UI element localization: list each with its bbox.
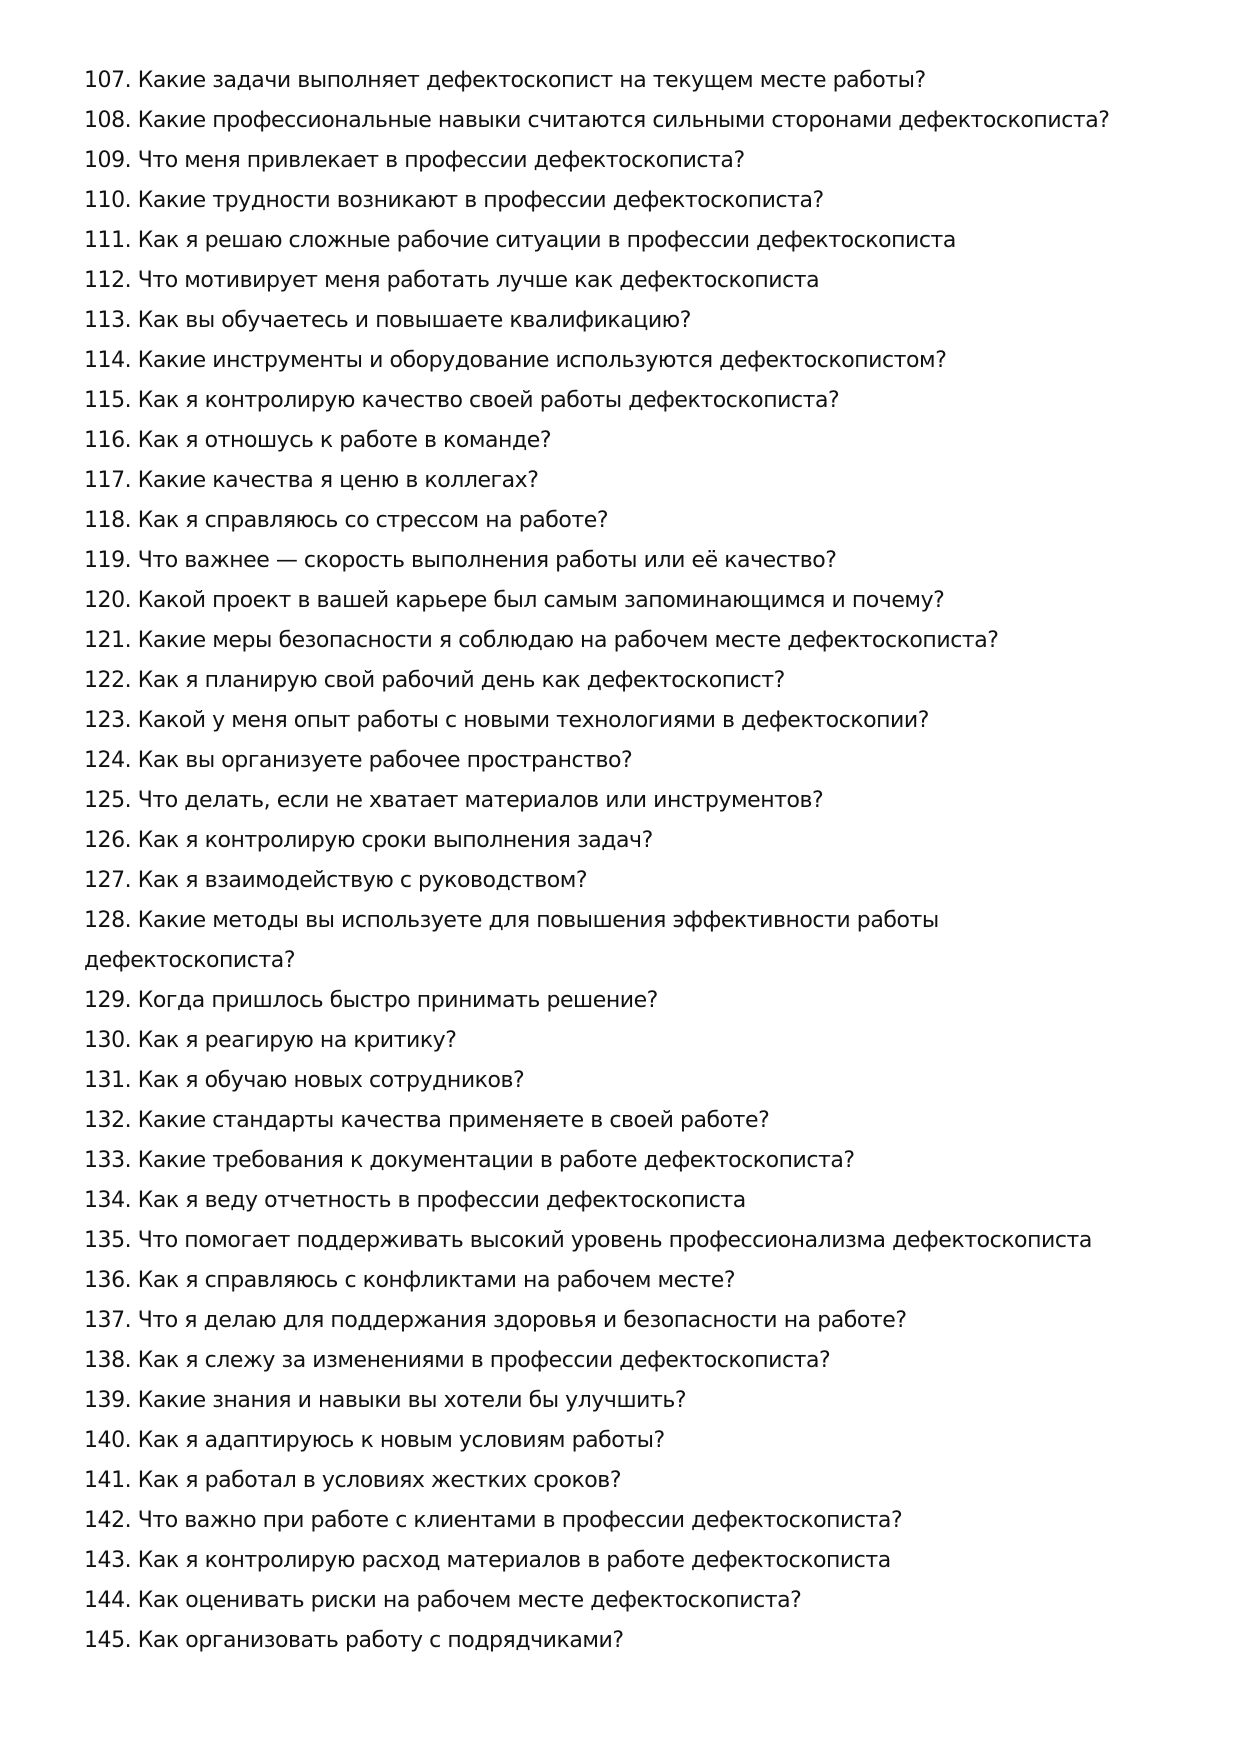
question-line: 115. Как я контролирую качество своей работы дефектоскописта? (84, 388, 840, 413)
question-line: 112. Что мотивирует меня работать лучше как дефектоскописта (84, 268, 820, 293)
question-line: 122. Как я планирую свой рабочий день как дефектоскопист? (84, 668, 785, 693)
question-line: 120. Какой проект в вашей карьере был самым запоминающимся и почему? (84, 588, 945, 613)
question-line: 124. Как вы организуете рабочее пространство? (84, 748, 633, 773)
question-line: 131. Как я обучаю новых сотрудников? (84, 1068, 525, 1093)
question-line: 119. Что важнее — скорость выполнения работы или её качество? (84, 548, 837, 573)
question-line: 125. Что делать, если не хватает материалов или инструментов? (84, 788, 824, 813)
question-line: 128. Какие методы вы используете для повышения эффективности работы (84, 908, 939, 933)
question-line: 108. Какие профессиональные навыки считаются сильными сторонами дефектоскописта? (84, 108, 1110, 133)
question-line: дефектоскописта? (84, 948, 296, 973)
question-line: 111. Как я решаю сложные рабочие ситуации в профессии дефектоскописта (84, 228, 956, 253)
question-line: 141. Как я работал в условиях жестких сроков? (84, 1468, 622, 1493)
question-list (84, 61, 1184, 1661)
question-line: 144. Как оценивать риски на рабочем месте дефектоскописта? (84, 1588, 802, 1613)
question-line: 136. Как я справляюсь с конфликтами на рабочем месте? (84, 1268, 736, 1293)
question-line: 110. Какие трудности возникают в профессии дефектоскописта? (84, 188, 824, 213)
question-line: 109. Что меня привлекает в профессии дефектоскописта? (84, 148, 745, 173)
question-line: 137. Что я делаю для поддержания здоровья и безопасности на работе? (84, 1308, 907, 1333)
question-line: 135. Что помогает поддерживать высокий уровень профессионализма дефектоскописта (84, 1228, 1092, 1253)
question-line: 117. Какие качества я ценю в коллегах? (84, 468, 539, 493)
question-line: 140. Как я адаптируюсь к новым условиям работы? (84, 1428, 665, 1453)
question-line: 123. Какой у меня опыт работы с новыми технологиями в дефектоскопии? (84, 708, 929, 733)
question-line: 121. Какие меры безопасности я соблюдаю на рабочем месте дефектоскописта? (84, 628, 999, 653)
question-line: 129. Когда пришлось быстро принимать решение? (84, 988, 658, 1013)
question-line: 107. Какие задачи выполняет дефектоскопист на текущем месте работы? (84, 68, 926, 93)
question-line: 138. Как я слежу за изменениями в профессии дефектоскописта? (84, 1348, 831, 1373)
question-line: 139. Какие знания и навыки вы хотели бы улучшить? (84, 1388, 687, 1413)
question-line: 145. Как организовать работу с подрядчиками? (84, 1628, 624, 1653)
question-line: 126. Как я контролирую сроки выполнения задач? (84, 828, 653, 853)
question-line: 116. Как я отношусь к работе в команде? (84, 428, 552, 453)
question-line: 114. Какие инструменты и оборудование используются дефектоскопистом? (84, 348, 947, 373)
question-line: 142. Что важно при работе с клиентами в профессии дефектоскописта? (84, 1508, 903, 1533)
question-line: 132. Какие стандарты качества применяете в своей работе? (84, 1108, 770, 1133)
question-line: 130. Как я реагирую на критику? (84, 1028, 457, 1053)
question-line: 113. Как вы обучаетесь и повышаете квалификацию? (84, 308, 691, 333)
question-line: 133. Какие требования к документации в работе дефектоскописта? (84, 1148, 855, 1173)
question-line: 143. Как я контролирую расход материалов в работе дефектоскописта (84, 1548, 891, 1573)
question-line: 118. Как я справляюсь со стрессом на работе? (84, 508, 609, 533)
question-line: 134. Как я веду отчетность в профессии дефектоскописта (84, 1188, 746, 1213)
question-line: 127. Как я взаимодействую с руководством? (84, 868, 588, 893)
